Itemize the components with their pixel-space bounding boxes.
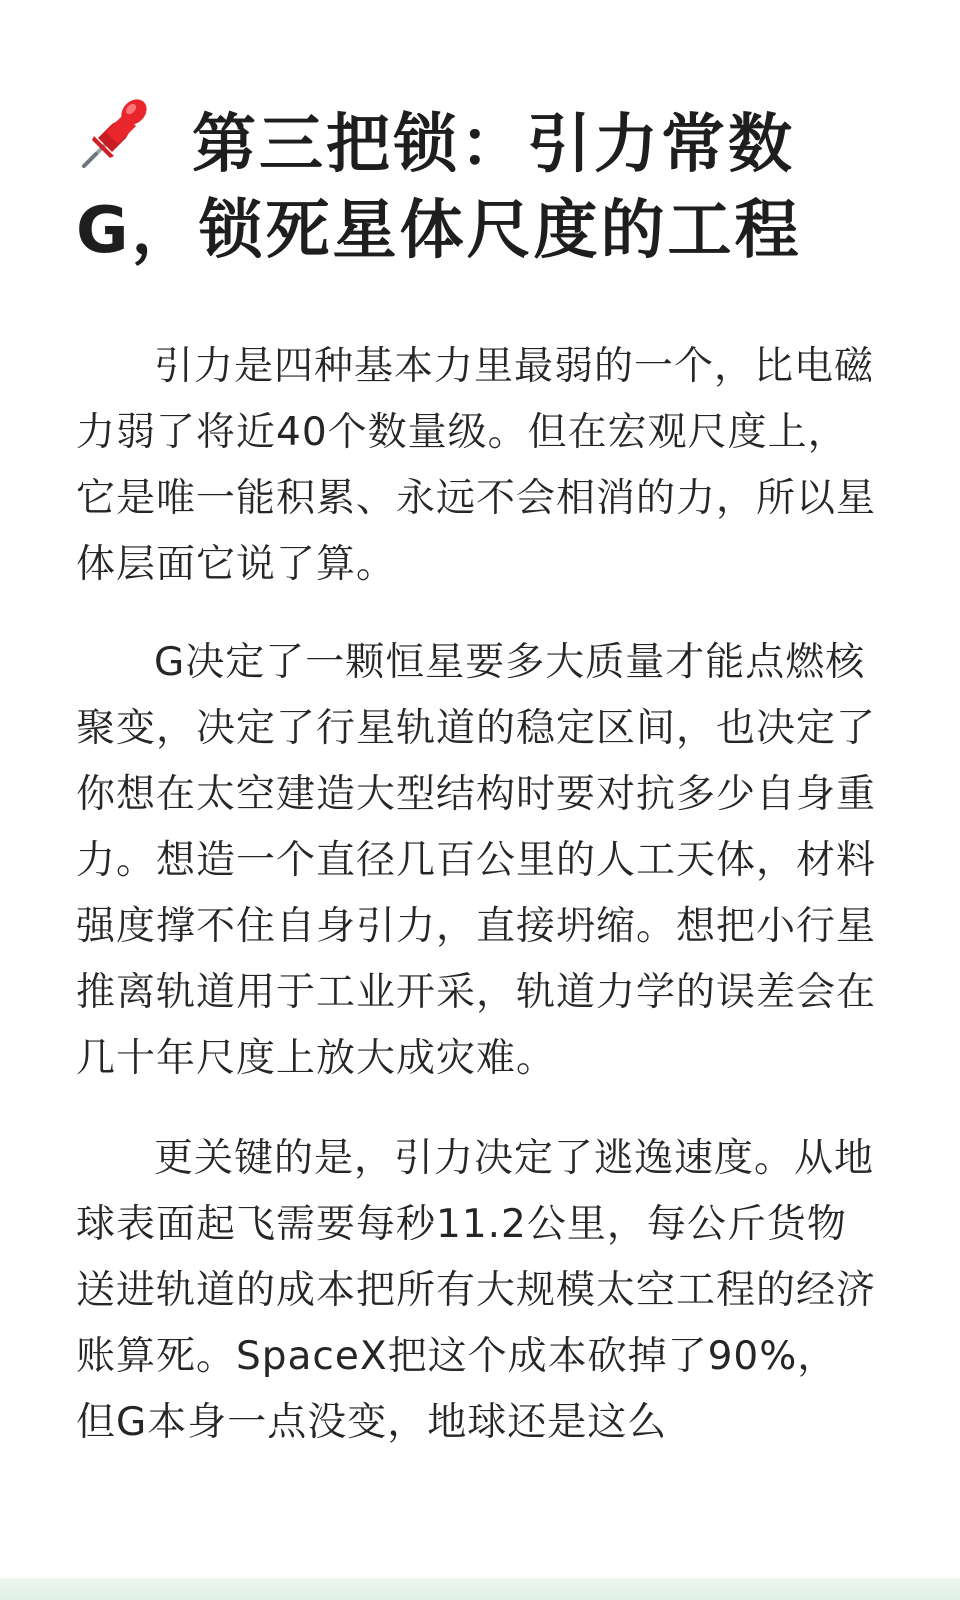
article-title — [76, 96, 836, 274]
pushpin-icon — [76, 96, 152, 172]
paragraph-1: 引力是四种基本力里最弱的一个，比电磁力弱了将近40个数量级。但在宏观尺度上，它是唯一能积累、永远不会相消的力，所以星体层面它说了算。 — [76, 344, 877, 587]
bottom-decorative-strip — [0, 1578, 960, 1600]
article-title-text: 第三把锁：引力常数G，锁死星体尺度的工程 — [76, 108, 802, 268]
paragraph-3: 更关键的是，引力决定了逃逸速度。从地球表面起飞需要每秒11.2公里，每公斤货物送进轨道的成本把所有大规模太空工程的经济账算死。SpaceX把这个成本砍掉了90%，但G本身一点没变，地球还是这么 — [76, 1136, 877, 1445]
paragraph-2: G决定了一颗恒星要多大质量才能点燃核聚变，决定了行星轨道的稳定区间，也决定了你想在太空建造大型结构时要对抗多少自身重力。想造一个直径几百公里的人工天体，材料强度撑不住自身引力，直接坍缩。想把小行星推离轨道用于工业开采，轨道力学的误差会在几十年尺度上放大成灾难。 — [76, 640, 877, 1081]
